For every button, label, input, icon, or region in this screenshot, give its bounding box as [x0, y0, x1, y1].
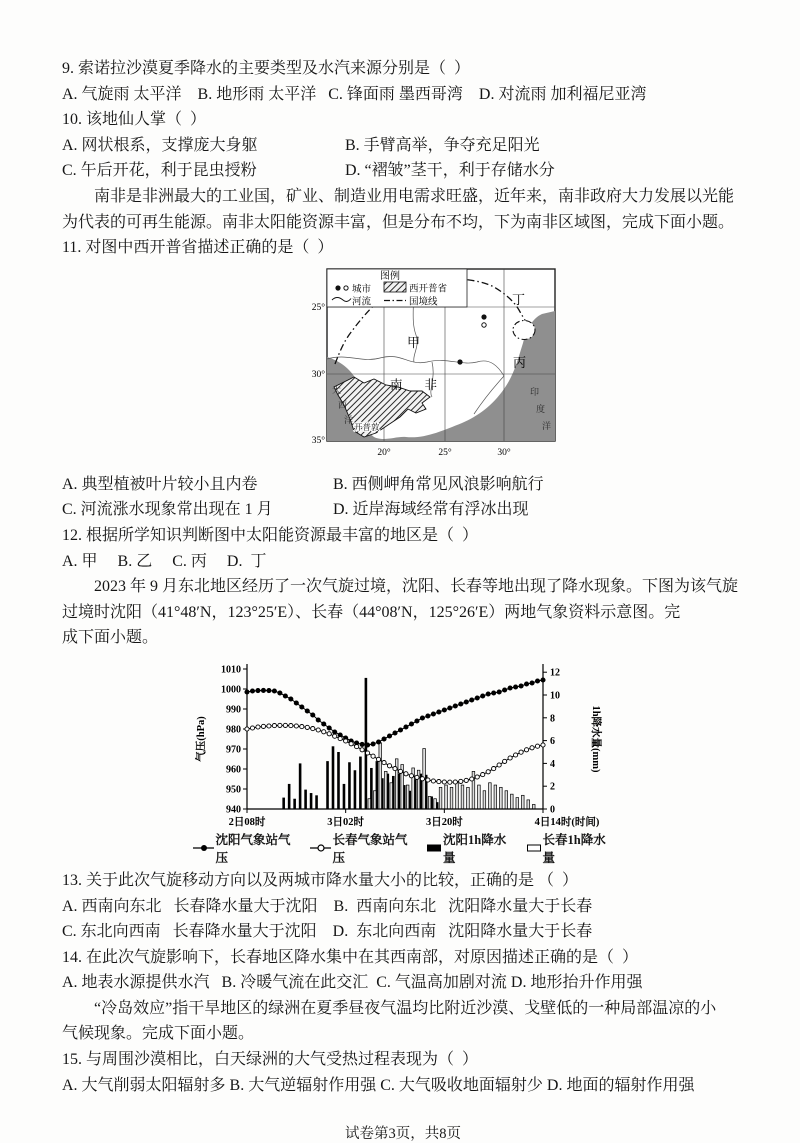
- label-country: 南非: [390, 377, 460, 392]
- q10-option-b: B. 手臂高举，争夺充足阳光: [345, 136, 540, 154]
- south-africa-map: [312, 267, 566, 463]
- q12-stem: 12. 根据所学知识判断图中太阳能资源最丰富的地区是（ ）: [62, 526, 479, 544]
- q11-option-c: C. 河流涨水现象常出现在 1 月: [62, 501, 273, 519]
- passage3-line2: 气候现象。完成下面小题。: [62, 1025, 255, 1043]
- q14-options: A. 地表水源提供水汽 B. 冷暖气流在此交汇 C. 气温高加剧对流 D. 地形抬升作用强: [62, 974, 643, 992]
- svg-text:印: 印: [530, 386, 540, 397]
- q11-option-d: D. 近岸海域经常有浮冰出现: [333, 501, 529, 519]
- legend-river-label: 河流: [352, 297, 372, 308]
- svg-text:洋: 洋: [344, 414, 354, 425]
- label-capetown: 开普敦: [354, 421, 380, 432]
- legend-item-changchun-precip: 长春1h降水量: [527, 830, 613, 866]
- svg-text:1000: 1000: [221, 684, 241, 696]
- q11-stem: 11. 对图中西开普省描述正确的是（ ）: [62, 239, 334, 257]
- map-legend-title: 图例: [380, 270, 400, 282]
- legend-city-filled-dot-icon: [335, 285, 340, 290]
- passage2-line1: 2023 年 9 月东北地区经历了一次气旋过境，沈阳、长春等地出现了降水现象。下图为该气旋: [94, 578, 739, 596]
- q9-options: A. 气旋雨 太平洋 B. 地形雨 太平洋 C. 锋面雨 墨西哥湾 D. 对流雨 加利福尼亚湾: [62, 85, 647, 103]
- q11-option-a: A. 典型植被叶片较小且内卷: [62, 475, 258, 493]
- legend-item-shenyang-pressure: 沈阳气象站气压: [193, 830, 297, 866]
- q15-stem: 15. 与周围沙漠相比，白天绿洲的大气受热过程表现为（ ）: [62, 1051, 479, 1069]
- svg-text:洋: 洋: [542, 420, 552, 431]
- q10-option-a: A. 网状根系，支撑庞大身躯: [62, 136, 258, 154]
- filled-bar-icon: [427, 843, 441, 853]
- label-region-yi: 乙: [408, 415, 419, 428]
- svg-text:0: 0: [550, 804, 555, 816]
- label-region-ding: 丁: [512, 291, 526, 307]
- q10-options-cd: [62, 158, 744, 184]
- svg-text:25°: 25°: [438, 447, 452, 458]
- open-bar-icon: [527, 843, 541, 853]
- svg-text:2日08时: 2日08时: [228, 816, 266, 828]
- q13-options-ab: A. 西南向东北 长春降水量大于沈阳 B. 西南向东北 沈阳降水量大于长春: [62, 897, 593, 915]
- svg-text:990: 990: [226, 704, 241, 716]
- q13-options-cd: C. 东北向西南 长春降水量大于沈阳 D. 东北向西南 沈阳降水量大于长春: [62, 923, 593, 941]
- legend-city-open-dot-icon: [344, 286, 348, 290]
- passage2-line2: 过境时沈阳（41°48′N，123°25′E）、长春（44°08′N，125°26′E）两地气象资料示意图。完: [62, 603, 681, 621]
- svg-text:25°: 25°: [312, 302, 325, 313]
- q10-option-d: D. “褶皱”茎干，利于存储水分: [345, 162, 555, 180]
- label-region-jia: 甲: [407, 334, 421, 350]
- page-footer: 试卷第3页，共8页: [345, 1126, 461, 1143]
- q15-options: A. 大气削弱太阳辐射多 B. 大气逆辐射作用强 C. 大气吸收地面辐射少 D. 地面的辐射作用强: [62, 1076, 695, 1094]
- q12-options: A. 甲 B. 乙 C. 丙 D. 丁: [62, 552, 267, 570]
- weather-chart-figure: [193, 657, 613, 866]
- q13-stem: 13. 关于此次气旋移动方向以及两城市降水量大小的比较，正确的是 （ ）: [62, 871, 579, 889]
- map-legend: [327, 269, 467, 308]
- svg-text:950: 950: [226, 784, 241, 796]
- svg-text:8: 8: [550, 713, 555, 725]
- q11-option-b: B. 西侧岬角常见风浪影响航行: [333, 475, 544, 493]
- svg-text:西: 西: [338, 399, 348, 410]
- svg-text:度: 度: [536, 403, 546, 414]
- q10-option-c: C. 午后开花，利于昆虫授粉: [62, 162, 257, 180]
- open-circle-line-icon: [310, 843, 331, 853]
- svg-text:20°: 20°: [377, 447, 391, 458]
- legend-province-label: 西开普省: [409, 284, 448, 295]
- legend-border-label: 国境线: [409, 297, 438, 308]
- svg-text:4: 4: [550, 758, 555, 770]
- svg-text:940: 940: [226, 804, 241, 816]
- lon-tick-labels: [377, 447, 511, 458]
- svg-text:1010: 1010: [221, 664, 241, 676]
- svg-text:980: 980: [226, 724, 241, 736]
- chart-legend: [193, 830, 613, 866]
- legend-item-changchun-pressure: 长春气象站气压: [310, 830, 414, 866]
- legend-city-label: 城市: [352, 284, 372, 295]
- q9-stem: 9. 索诺拉沙漠夏季降水的主要类型及水汽来源分别是（ ）: [62, 60, 471, 77]
- enclave-border: [513, 320, 535, 339]
- lat-tick-labels: [312, 302, 325, 446]
- label-region-bing: 丙: [513, 354, 527, 370]
- south-africa-map-figure: [312, 267, 572, 468]
- filled-circle-line-icon: [193, 843, 214, 853]
- q11-options-ab: [62, 472, 744, 498]
- q14-stem: 14. 在此次气旋影响下，长春地区降水集中在其西南部，对原因描述正确的是（ ）: [62, 948, 639, 966]
- svg-text:2: 2: [550, 781, 555, 793]
- svg-text:4日14时(时间): 4日14时(时间): [534, 816, 600, 828]
- passage2-line3: 成下面小题。: [62, 629, 159, 647]
- svg-text:35°: 35°: [312, 435, 325, 446]
- q10-stem: 10. 该地仙人掌（ ）: [62, 111, 207, 129]
- svg-text:10: 10: [550, 690, 560, 702]
- svg-text:960: 960: [226, 764, 241, 776]
- legend-province-swatch-icon: [384, 282, 406, 292]
- legend-item-shenyang-precip: 沈阳1h降水量: [427, 830, 513, 866]
- pressure-precipitation-chart: [193, 657, 605, 829]
- passage1-line2: 为代表的可再生能源。南非太阳能资源丰富，但是分布不均，下为南非区域图，完成下面小题。: [62, 213, 735, 231]
- svg-text:1h降水量(mm): 1h降水量(mm): [590, 705, 601, 773]
- svg-text:气压(hPa): 气压(hPa): [196, 716, 207, 762]
- q10-options-ab: [62, 133, 744, 159]
- q11-options-cd: [62, 497, 744, 523]
- svg-text:6: 6: [550, 736, 555, 748]
- svg-text:3日02时: 3日02时: [327, 816, 365, 828]
- svg-text:30°: 30°: [312, 369, 325, 380]
- svg-text:3日20时: 3日20时: [425, 816, 463, 828]
- passage1-line1: 南非是非洲最大的工业国，矿业、制造业用电需求旺盛，近年来，南非政府大力发展以光能: [94, 187, 735, 205]
- svg-text:大: 大: [332, 384, 342, 395]
- svg-text:12: 12: [550, 667, 560, 679]
- svg-text:970: 970: [226, 744, 241, 756]
- passage3-line1: “冷岛效应”指干旱地区的绿洲在夏季昼夜气温均比附近沙漠、戈壁低的一种局部温凉的小: [94, 999, 717, 1017]
- svg-text:30°: 30°: [497, 447, 511, 458]
